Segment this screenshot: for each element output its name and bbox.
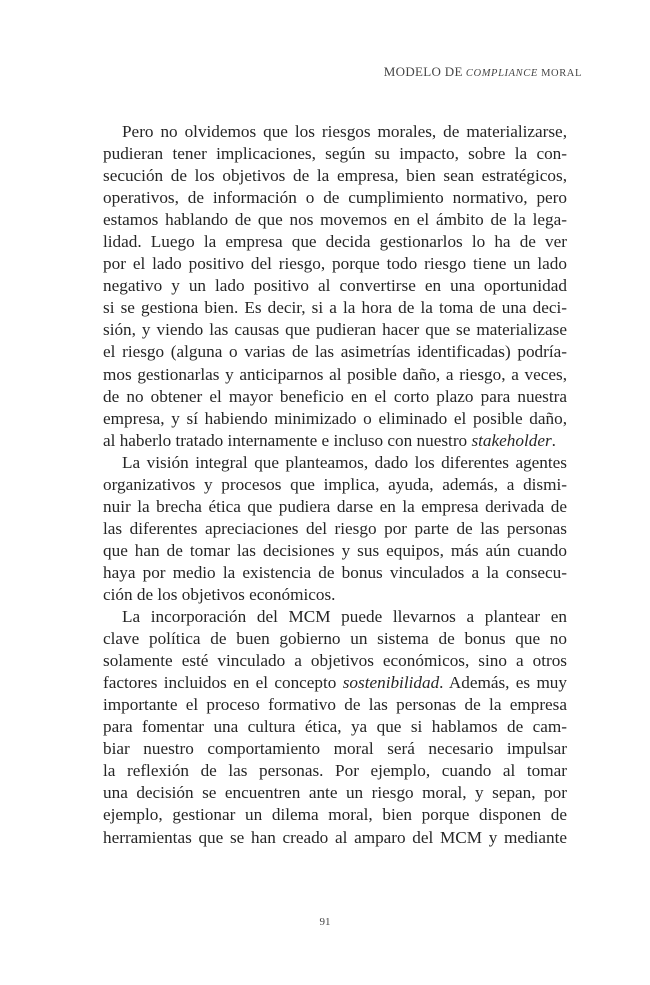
text-line bbox=[103, 738, 567, 760]
text-line-content: para fomentar una cultura ética, ya que si hablamos de cam- bbox=[103, 717, 567, 737]
text-line bbox=[103, 562, 567, 584]
text-line-tail: . bbox=[551, 430, 556, 450]
text-line bbox=[103, 518, 567, 540]
text-line-content: estamos hablando de que nos movemos en el ámbito de la lega- bbox=[103, 210, 567, 230]
text-line-content: lidad. Luego la empresa que decida gestionarlos lo ha de ver bbox=[103, 232, 567, 252]
text-line-content: de no obtener el mayor beneficio en el corto plazo para nuestra bbox=[103, 386, 567, 406]
text-line-content: negativo y un lado positivo al convertirse en una oportunidad bbox=[103, 276, 567, 296]
text-line-content: que han de tomar las decisiones y sus equipos, más aún cuando bbox=[103, 540, 567, 560]
text-line-content: una decisión se encuentren ante un riesgo moral, y sepan, por bbox=[103, 783, 567, 803]
text-line-content: por el lado positivo del riesgo, porque todo riesgo tiene un lado bbox=[103, 254, 567, 274]
text-line-content: biar nuestro comportamiento moral será necesario impulsar bbox=[103, 739, 567, 759]
body-text bbox=[103, 121, 567, 849]
text-line-content: el riesgo (alguna o varias de las asimetrías identificadas) podría- bbox=[103, 342, 567, 362]
text-line bbox=[103, 496, 567, 518]
text-line bbox=[103, 694, 567, 716]
text-line bbox=[103, 716, 567, 738]
text-line-content: clave política de buen gobierno un sistema de bonus que no bbox=[103, 629, 567, 649]
text-line bbox=[103, 275, 567, 297]
text-line bbox=[103, 319, 567, 341]
text-line-content: al haberlo tratado internamente e incluso con nuestro bbox=[103, 430, 472, 450]
text-line bbox=[103, 209, 567, 231]
text-line bbox=[103, 628, 567, 650]
text-line bbox=[103, 672, 567, 694]
text-line bbox=[103, 297, 567, 319]
text-line bbox=[103, 782, 567, 804]
text-line-content: mos gestionarlas y anticiparnos al posible daño, a riesgo, a veces, bbox=[103, 364, 567, 384]
text-line bbox=[103, 540, 567, 562]
text-line bbox=[103, 606, 567, 628]
text-line bbox=[103, 474, 567, 496]
text-line-content: ejemplo, gestionar un dilema moral, bien porque disponen de bbox=[103, 805, 567, 825]
text-line bbox=[103, 408, 567, 430]
text-line bbox=[103, 650, 567, 672]
text-line-tail: . Además, es muy bbox=[439, 673, 567, 693]
text-line-content: si se gestiona bien. Es decir, si a la hora de la toma de una deci- bbox=[103, 298, 567, 318]
text-line-content: solamente esté vinculado a objetivos económicos, sino a otros bbox=[103, 651, 567, 671]
text-line-content: La visión integral que planteamos, dado los diferentes agentes bbox=[122, 452, 567, 472]
header-title-italic: COMPLIANCE bbox=[465, 68, 538, 79]
text-line-content: factores incluidos en el concepto bbox=[103, 673, 343, 693]
italic-term: stakeholder bbox=[471, 430, 552, 450]
text-line-content: sión, y viendo las causas que pudieran hacer que se materializase bbox=[103, 320, 567, 340]
text-line bbox=[103, 584, 567, 606]
text-line bbox=[103, 364, 567, 386]
text-line bbox=[103, 231, 567, 253]
text-line bbox=[103, 760, 567, 782]
header-title-suffix: MORAL bbox=[541, 68, 582, 79]
text-line-content: herramientas que se han creado al amparo del MCM y mediante bbox=[103, 827, 567, 847]
text-line bbox=[103, 452, 567, 474]
text-line bbox=[103, 143, 567, 165]
text-line bbox=[103, 430, 567, 452]
text-line-content: pudieran tener implicaciones, según su impacto, sobre la con- bbox=[103, 144, 567, 164]
text-line bbox=[103, 187, 567, 209]
text-line-content: operativos, de información o de cumplimiento normativo, pero bbox=[103, 188, 567, 208]
text-line bbox=[103, 827, 567, 849]
text-line-content: la reflexión de las personas. Por ejemplo, cuando al tomar bbox=[103, 761, 567, 781]
text-line-content: empresa, y sí habiendo minimizado o eliminado el posible daño, bbox=[103, 408, 567, 428]
text-line-content: nuir la brecha ética que pudiera darse en la empresa derivada de bbox=[103, 496, 567, 516]
page-number: 91 bbox=[319, 916, 331, 928]
text-line bbox=[103, 253, 567, 275]
text-line bbox=[103, 386, 567, 408]
text-line-content: las diferentes apreciaciones del riesgo por parte de las personas bbox=[103, 518, 567, 538]
text-line bbox=[103, 165, 567, 187]
italic-term: sostenibilidad bbox=[342, 673, 440, 693]
text-line-content: haya por medio la existencia de bonus vinculados a la consecu- bbox=[103, 562, 567, 582]
text-line-content: importante el proceso formativo de las personas de la empresa bbox=[103, 695, 567, 715]
text-line-content: Pero no olvidemos que los riesgos morales, de materializarse, bbox=[122, 122, 567, 141]
text-line-content: La incorporación del MCM puede llevarnos a plantear en bbox=[122, 607, 567, 627]
text-line-content: ción de los objetivos económicos. bbox=[103, 584, 336, 604]
text-line-content: secución de los objetivos de la empresa, bien sean estratégicos, bbox=[103, 166, 567, 186]
text-line-content: organizativos y procesos que implica, ayuda, además, a dismi- bbox=[103, 474, 567, 494]
running-header bbox=[384, 64, 582, 80]
text-line bbox=[103, 804, 567, 826]
text-line bbox=[103, 341, 567, 363]
text-line bbox=[103, 121, 567, 143]
header-title-prefix: MODELO DE bbox=[383, 64, 463, 79]
